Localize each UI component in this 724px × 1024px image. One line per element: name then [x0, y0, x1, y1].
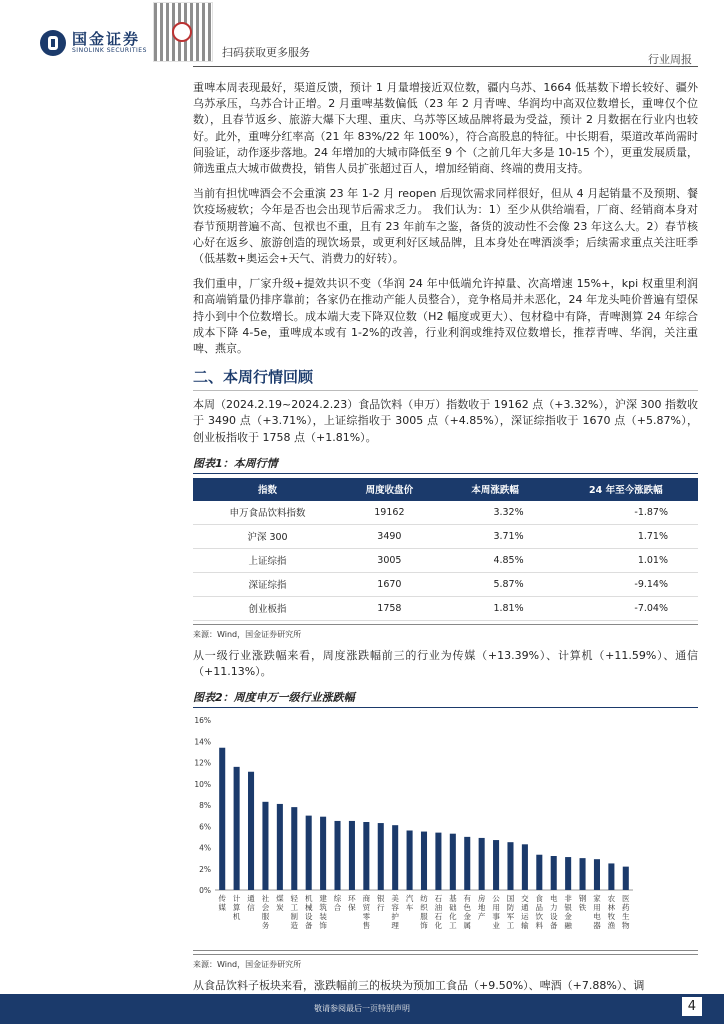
table-row: [193, 572, 698, 596]
table-cell: 1.01%: [554, 548, 698, 572]
scan-prompt: 扫码获取更多服务: [222, 46, 310, 59]
bar: [219, 748, 225, 890]
x-tick-label: 家用电器: [593, 894, 601, 931]
footer-disclaimer: 敬请参阅最后一页特别声明: [314, 1004, 410, 1013]
bar: [407, 831, 413, 891]
table-cell: 3005: [342, 548, 437, 572]
table-cell: -1.87%: [554, 501, 698, 525]
bar: [234, 767, 240, 890]
x-tick-label: 食品饮料: [535, 894, 544, 931]
bar: [392, 825, 398, 890]
x-tick-label: 有色金属: [463, 894, 471, 931]
x-tick-label: 煤炭: [276, 894, 284, 913]
bar: [551, 856, 557, 890]
bar: [536, 855, 542, 890]
x-tick-label: 建筑装饰: [319, 894, 327, 931]
logo-name-cn: 国金证券: [72, 30, 141, 48]
table-cell: -7.04%: [554, 596, 698, 620]
figure2-source: 来源：Wind，国金证券研究所: [193, 954, 698, 970]
logo-name-en: SINOLINK SECURITIES: [72, 47, 147, 54]
bar: [363, 822, 369, 890]
section-title: 二、本周行情回顾: [193, 366, 698, 391]
bar: [334, 821, 340, 890]
x-tick-label: 轻工制造: [290, 894, 299, 931]
paragraph-3: 我们重申，厂家升级+提效共识不变（华润 24 年中低端允许掉量、次高增速 15%+，kpi 权重里利润和高端销量仍排序靠前；各家仍在推动产能人员整合），竞争格局并未恶化，24 年龙头吨价普遍有望保持小到中个位数增长。成本端大麦下降双位数（H2 幅度或更大）、包材稳中有降，青啤测算 24 年综合成本下降 4-5e，重啤成本或有 1-2%的改善，行业利润或维持双位数增长，推荐青啤、华润，关注重啤、燕京。: [193, 277, 698, 356]
company-logo: [40, 30, 147, 56]
paragraph-2: 当前有担忧啤酒会不会重演 23 年 1-2 月 reopen 后现饮需求同样很好，但从 4 月起销量不及预期、餐饮疫场疲软；今年是否也会出现节后需求乏力。 我们认为：1）至少从供给端看，厂商、经销商本身对春节预期普遍不高、包袱也不重，且有 23 年前车之鉴，备货的波动性不会像 23 年这么大。2）春节核心好在返乡、旅游创造的现饮场景，或更利好区域品牌，且本身处在啤酒淡季；后续需求重点关注旺季（低基数+奥运会+天气、消费力的好转）。: [193, 187, 698, 266]
x-tick-label: 石油石化: [434, 894, 443, 931]
bar: [450, 834, 456, 890]
x-tick-label: 美容护理: [391, 894, 399, 931]
bar: [493, 840, 499, 890]
figure1-source: 来源：Wind，国金证券研究所: [193, 624, 698, 640]
table-cell: 19162: [342, 501, 437, 525]
page-number: 4: [682, 997, 702, 1016]
table-header-row: [193, 478, 698, 501]
bar: [565, 857, 571, 890]
table-row: [193, 548, 698, 572]
x-tick-label: 医药生物: [622, 894, 630, 931]
x-tick-label: 基础化工: [449, 894, 457, 931]
page-header: [0, 0, 724, 70]
x-tick-label: 机械设备: [304, 894, 313, 931]
header-divider: [193, 66, 698, 67]
y-tick-label: 10%: [194, 780, 211, 790]
bar: [594, 859, 600, 890]
x-tick-label: 房地产: [477, 894, 486, 922]
x-tick-label: 商贸零售: [362, 894, 371, 931]
final-paragraph: 从食品饮料子板块来看，涨跌幅前三的板块为预加工食品（+9.50%）、啤酒（+7.88%）、调: [193, 979, 645, 993]
table-row: [193, 524, 698, 548]
bar: [623, 867, 629, 890]
y-tick-label: 14%: [194, 737, 211, 747]
figure2-title: 图表2：周度申万一级行业涨跌幅: [193, 689, 698, 708]
table-row: [193, 501, 698, 525]
bar: [306, 816, 312, 890]
table-cell: -9.14%: [554, 572, 698, 596]
x-tick-label: 汽车: [405, 894, 414, 913]
figure1-title: 图表1：本周行情: [193, 455, 698, 474]
market-paragraph: 本周（2024.2.19~2024.2.23）食品饮料（申万）指数收于 19162 点（+3.32%），沪深 300 指数收于 3490 点（+3.71%），上证综指收于 3005 点（+4.85%），深证综指收于 1670 点（+5.87%），创业板指收于 1758 点（+1.81%）。: [193, 398, 698, 444]
x-tick-label: 电力设备: [549, 894, 558, 931]
x-tick-label: 公用事业: [492, 894, 500, 931]
x-tick-label: 国防军工: [506, 894, 515, 931]
x-tick-label: 计算机: [232, 894, 241, 922]
x-tick-label: 通信: [247, 894, 255, 913]
table-cell: 5.87%: [437, 572, 554, 596]
x-tick-label: 农林牧渔: [607, 894, 616, 931]
qr-code-center-icon: [172, 22, 192, 42]
bar: [580, 858, 586, 890]
table-header: 本周涨跌幅: [437, 478, 554, 501]
bar: [421, 832, 427, 890]
bar: [608, 864, 614, 891]
report-type: 行业周报: [648, 53, 692, 66]
y-tick-label: 4%: [199, 843, 211, 853]
x-tick-label: 社会服务: [261, 894, 270, 931]
table-cell: 创业板指: [193, 596, 342, 620]
table-cell: 3.71%: [437, 524, 554, 548]
table-header: 24 年至今涨跌幅: [554, 478, 698, 501]
bar: [349, 821, 355, 890]
x-tick-label: 银行: [377, 894, 385, 913]
x-tick-label: 环保: [348, 894, 356, 913]
y-tick-label: 8%: [199, 801, 211, 811]
table-cell: 申万食品饮料指数: [193, 501, 342, 525]
y-tick-label: 16%: [194, 716, 211, 726]
table-cell: 1758: [342, 596, 437, 620]
x-tick-label: 综合: [333, 894, 342, 913]
table-cell: 深证综指: [193, 572, 342, 596]
table-header: 指数: [193, 478, 342, 501]
table-cell: 4.85%: [437, 548, 554, 572]
index-table: [193, 478, 698, 621]
bar: [277, 804, 283, 890]
bar: [435, 833, 441, 890]
table-cell: 上证综指: [193, 548, 342, 572]
y-tick-label: 0%: [199, 886, 211, 896]
y-tick-label: 12%: [194, 758, 211, 768]
x-tick-label: 传媒: [218, 894, 226, 913]
bar: [378, 823, 384, 890]
bar: [248, 772, 254, 890]
bar: [507, 842, 513, 890]
table-cell: 沪深 300: [193, 524, 342, 548]
table-header: 周度收盘价: [342, 478, 437, 501]
bar: [262, 802, 268, 890]
table-cell: 1670: [342, 572, 437, 596]
bar: [479, 838, 485, 890]
industry-paragraph: 从一级行业涨跌幅来看，周度涨跌幅前三的行业为传媒（+13.39%）、计算机（+11.59%）、通信（+11.13%）。: [193, 648, 698, 679]
y-tick-label: 2%: [199, 865, 211, 875]
x-tick-label: 纺织服饰: [420, 894, 428, 931]
chart-svg: [193, 712, 698, 950]
table-row: [193, 596, 698, 620]
y-tick-label: 6%: [199, 822, 211, 832]
logo-icon: [40, 30, 66, 56]
bar: [320, 817, 326, 890]
bar: [522, 845, 528, 891]
x-tick-label: 钢铁: [578, 894, 587, 913]
bar: [464, 837, 470, 890]
industry-bar-chart: [193, 712, 698, 951]
main-content: [193, 80, 698, 1003]
table-cell: 1.71%: [554, 524, 698, 548]
table-cell: 3.32%: [437, 501, 554, 525]
table-cell: 3490: [342, 524, 437, 548]
x-tick-label: 非银金融: [564, 894, 572, 931]
table-cell: 1.81%: [437, 596, 554, 620]
bar: [291, 807, 297, 890]
x-tick-label: 交通运输: [521, 894, 529, 931]
paragraph-1: 重啤本周表现最好，渠道反馈，预计 1 月量增接近双位数，疆内乌苏、1664 低基数下增长较好、疆外乌苏承压，乌苏合计正增。2 月重啤基数偏低（23 年 2 月青啤、华润均中高双位数增长，重啤仅个位数），且春节返乡、旅游大爆下大理、重庆、乌苏等区域品牌将最为受益，预计 2 月数据在行业内也较好。此外，重啤分红率高（21 年 83%/22 年 100%），符合高股息的特征。中长期看，渠道改革尚需时间验证，动作逐步落地。24 年增加的大城市降低至 9 个（之前几年大多是 10-15 个），更重发展质量，筛选重点大城市做费投，销售人员扩张超过百人，增加经销商、终端的费用支持。: [193, 81, 698, 176]
